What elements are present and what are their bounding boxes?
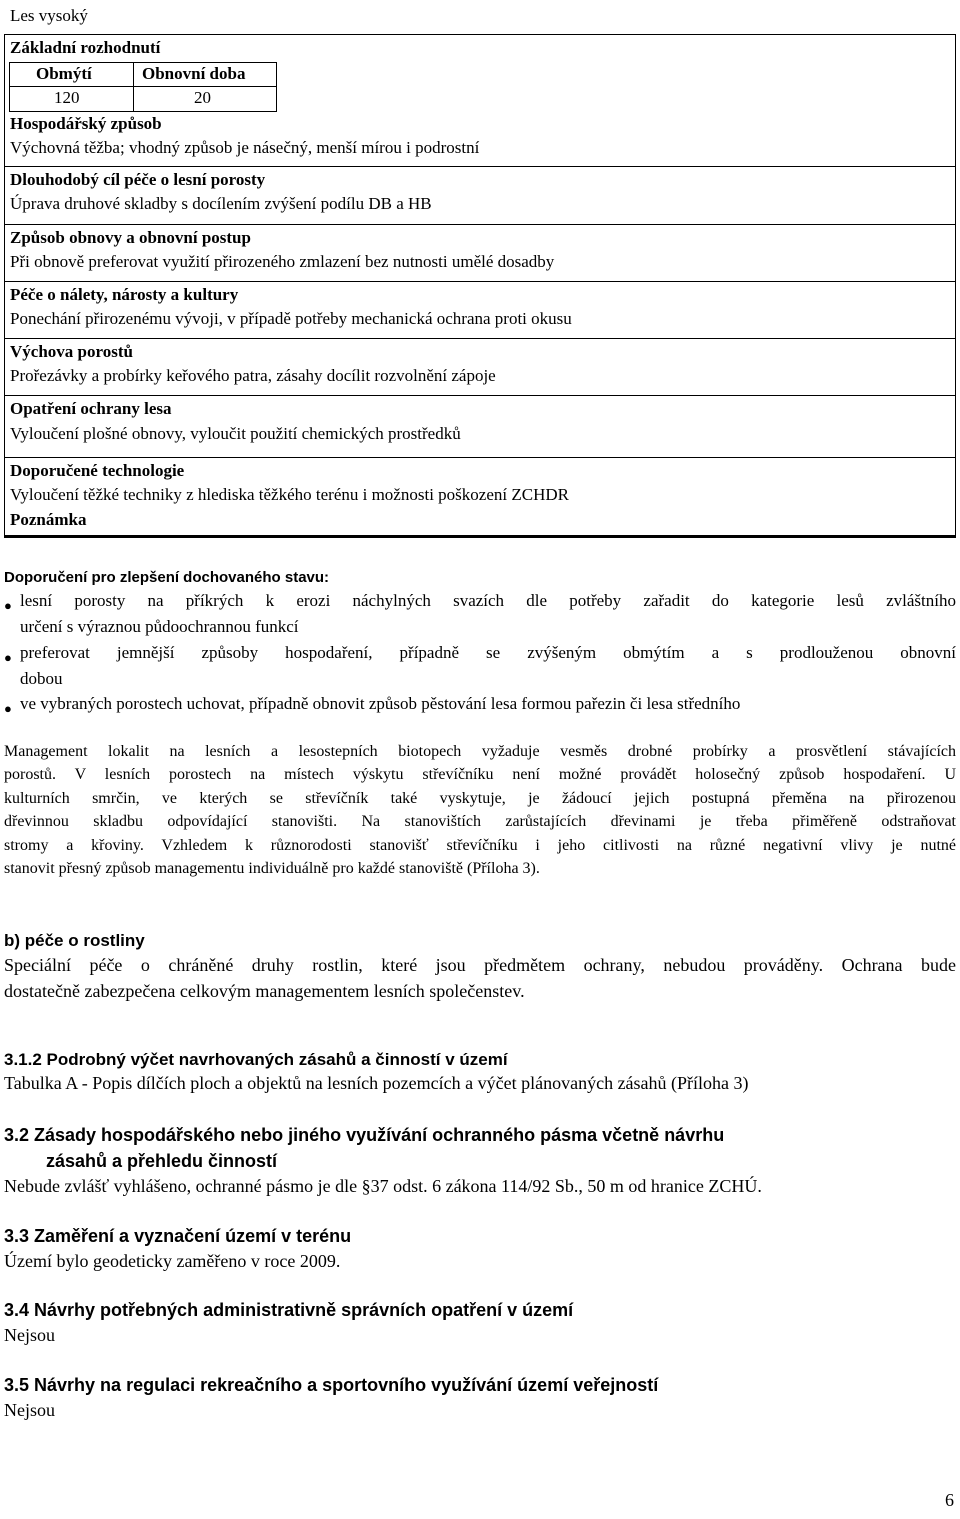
section-35-heading: 3.5 Návrhy na regulaci rekreačního a sportovního využívání území veřejností bbox=[4, 1375, 659, 1395]
section-32-text: Nebude zvlášť vyhlášeno, ochranné pásmo je dle §37 odst. 6 zákona 114/92 Sb., 50 m od hranice ZCHÚ. bbox=[4, 1176, 762, 1196]
divider bbox=[4, 395, 956, 396]
bullet-line: ve vybraných porostech uchovat, případně obnovit způsob pěstování lesa formou pařezin či lesa středního bbox=[20, 694, 741, 713]
section-heading: Dlouhodobý cíl péče o lesní porosty bbox=[10, 170, 266, 189]
section-heading: Výchova porostů bbox=[10, 342, 133, 361]
bullet-icon: ● bbox=[4, 701, 12, 716]
divider bbox=[4, 457, 956, 458]
management-line: dřevinnou skladbu odpovídající stanovišti. Na stanovištích zarůstajících dřevinami je třeba přiměřeně odstraňovat bbox=[4, 813, 956, 830]
bullet-icon: ● bbox=[4, 650, 12, 665]
section-text: Úprava druhové skladby s docílením zvýšení podílu DB a HB bbox=[10, 194, 432, 213]
rotation-header: Obmýtí bbox=[36, 64, 92, 83]
section-text: Vyloučení těžké techniky z hlediska těžkého terénu i možnosti poškození ZCHDR bbox=[10, 485, 569, 504]
section-33-heading: 3.3 Zaměření a vyznačení území v terénu bbox=[4, 1226, 352, 1246]
management-line: Management lokalit na lesních a lesostepních biotopech vyžaduje vesměs drobné probírky a prosvětlení stávajících bbox=[4, 743, 956, 760]
management-line: stromy a křoviny. Vzhledem k různorodosti stanovišť střevíčníku i jeho citlivosti na různé negativní vlivy je nutné bbox=[4, 837, 956, 854]
section-312-text: Tabulka A - Popis dílčích ploch a objektů na lesních pozemcích a výčet plánovaných zásahů (Příloha 3) bbox=[4, 1073, 749, 1093]
bullet-line: dobou bbox=[20, 669, 63, 688]
plants-heading: b) péče o rostliny bbox=[4, 931, 145, 950]
page-number: 6 bbox=[945, 1490, 954, 1510]
section-heading: Doporučené technologie bbox=[10, 461, 185, 480]
regeneration-period-header: Obnovní doba bbox=[142, 64, 246, 83]
divider bbox=[9, 86, 277, 87]
table-title: Základní rozhodnutí bbox=[10, 38, 161, 57]
section-text: Ponechání přirozenému vývoji, v případě potřeby mechanická ochrana proti okusu bbox=[10, 309, 572, 328]
management-line: porostů. V lesních porostech na místech výskytu střevíčníku není možné provádět holosečný způsob hospodaření. U bbox=[4, 766, 956, 783]
divider bbox=[9, 62, 277, 63]
bullet-icon: ● bbox=[4, 598, 12, 613]
plants-line: dostatečně zabezpečena celkovým managementem lesních společenstev. bbox=[4, 981, 525, 1001]
divider bbox=[4, 166, 956, 167]
section-text: Prořezávky a probírky keřového patra, zásahy docílit rozvolnění zápoje bbox=[10, 366, 496, 385]
section-312-heading: 3.1.2 Podrobný výčet navrhovaných zásahů a činností v území bbox=[4, 1050, 508, 1069]
bullet-line: určení s výraznou půdoochrannou funkcí bbox=[20, 617, 299, 636]
section-text: Výchovná těžba; vhodný způsob je násečný, menší mírou i podrostní bbox=[10, 138, 480, 157]
section-34-heading: 3.4 Návrhy potřebných administrativně správních opatření v území bbox=[4, 1300, 574, 1320]
section-32-heading-cont: zásahů a přehledu činností bbox=[46, 1151, 278, 1171]
regeneration-period-value: 20 bbox=[194, 88, 211, 107]
forest-type-label: Les vysoký bbox=[10, 6, 88, 25]
section-heading: Hospodářský způsob bbox=[10, 114, 162, 133]
section-35-text: Nejsou bbox=[4, 1400, 55, 1420]
bullet-line: lesní porosty na příkrých k erozi náchylných svazích dle potřeby zařadit do kategorie lesů zvláštního bbox=[20, 591, 956, 610]
section-32-heading: 3.2 Zásady hospodářského nebo jiného využívání ochranného pásma včetně návrhu bbox=[4, 1125, 725, 1145]
note-heading: Poznámka bbox=[10, 510, 87, 529]
section-heading: Opatření ochrany lesa bbox=[10, 399, 172, 418]
section-heading: Způsob obnovy a obnovní postup bbox=[10, 228, 251, 247]
divider bbox=[4, 281, 956, 282]
section-33-text: Území bylo geodeticky zaměřeno v roce 2009. bbox=[4, 1251, 341, 1271]
management-line: stanovit přesný způsob managementu individuálně pro každé stanoviště (Příloha 3). bbox=[4, 860, 540, 877]
divider bbox=[4, 224, 956, 225]
divider bbox=[133, 62, 134, 112]
plants-line: Speciální péče o chráněné druhy rostlin, které jsou předmětem ochrany, nebudou prováděny. Ochrana bude bbox=[4, 955, 956, 975]
section-heading: Péče o nálety, nárosty a kultury bbox=[10, 285, 239, 304]
section-34-text: Nejsou bbox=[4, 1325, 55, 1345]
recommendations-heading: Doporučení pro zlepšení dochovaného stavu: bbox=[4, 569, 330, 586]
section-text: Při obnově preferovat využití přirozeného zmlazení bez nutnosti umělé dosadby bbox=[10, 252, 555, 271]
management-line: kulturních smrčin, ve kterých se střevíčník také vyskytuje, je žádoucí jejich postupná přeměna na přirozenou bbox=[4, 790, 956, 807]
bullet-line: preferovat jemnější způsoby hospodaření, případně se zvýšeným obmýtím a s prodlouženou obnovní bbox=[20, 643, 956, 662]
rotation-value: 120 bbox=[54, 88, 80, 107]
divider bbox=[4, 338, 956, 339]
section-text: Vyloučení plošné obnovy, vyloučit použití chemických prostředků bbox=[10, 424, 461, 443]
